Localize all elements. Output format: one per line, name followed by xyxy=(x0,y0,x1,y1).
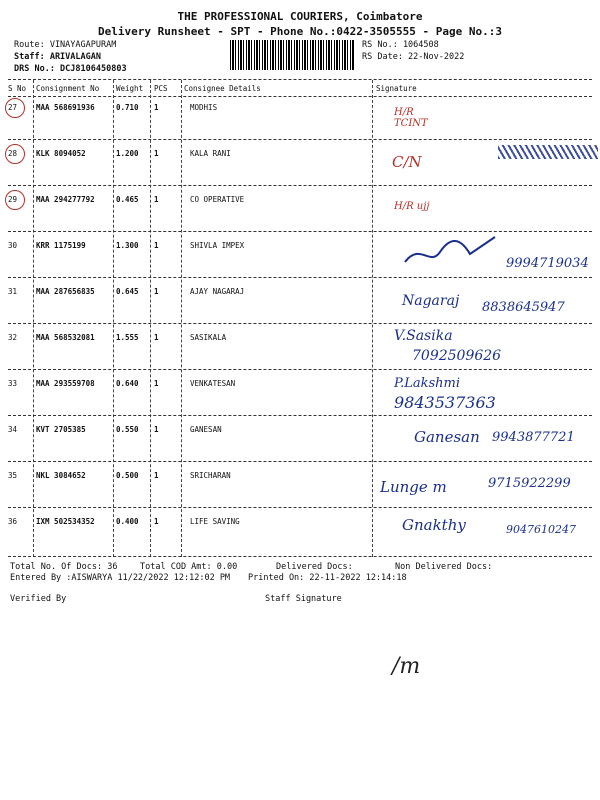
row-consignment: MAA 568691936 xyxy=(36,103,95,112)
col-pcs: PCS xyxy=(154,84,168,93)
table-row xyxy=(0,103,600,123)
row-consignee: MODHIS xyxy=(190,103,218,112)
row-sno: 32 xyxy=(8,333,18,342)
row-sno: 33 xyxy=(8,379,18,388)
row-rule xyxy=(8,461,592,462)
handwritten-phone: 9943877721 xyxy=(492,430,575,445)
row-weight: 0.645 xyxy=(116,287,139,296)
runsheet-subtitle: Delivery Runsheet - SPT - Phone No.:0422-3505555 - Page No.:3 xyxy=(98,25,502,38)
staff-signature-label: Staff Signature xyxy=(265,594,342,604)
row-weight: 1.200 xyxy=(116,149,139,158)
row-pcs: 1 xyxy=(154,333,159,342)
col-consignee: Consignee Details xyxy=(184,84,261,93)
row-rule xyxy=(8,507,592,508)
rs-number: RS No.: 1064508 xyxy=(362,40,439,50)
table-row xyxy=(0,379,600,399)
non-delivered-docs: Non Delivered Docs: xyxy=(395,562,493,572)
row-pcs: 1 xyxy=(154,379,159,388)
row-weight: 0.400 xyxy=(116,517,139,526)
row-weight: 1.555 xyxy=(116,333,139,342)
row-consignee: SHIVLA IMPEX xyxy=(190,241,245,250)
handwritten-name: Ganesan xyxy=(414,428,480,446)
row-pcs: 1 xyxy=(154,287,159,296)
col-weight: Weight xyxy=(116,84,144,93)
row-pcs: 1 xyxy=(154,471,159,480)
row-consignee: KALA RANI xyxy=(190,149,231,158)
row-consignee: CO OPERATIVE xyxy=(190,195,245,204)
handwritten-note: C/N xyxy=(392,153,422,171)
table-row xyxy=(0,195,600,215)
row-consignment: NKL 3084652 xyxy=(36,471,86,480)
table-header xyxy=(0,84,600,104)
row-sno: 35 xyxy=(8,471,18,480)
signature-scrawl xyxy=(400,232,510,272)
handwritten-phone: 9843537363 xyxy=(394,393,496,412)
handwritten-phone: 7092509626 xyxy=(412,348,502,364)
row-consignee: AJAY NAGARAJ xyxy=(190,287,245,296)
row-weight: 0.550 xyxy=(116,425,139,434)
col-consignment: Consignment No xyxy=(36,84,100,93)
row-consignee: GANESAN xyxy=(190,425,222,434)
printed-on: Printed On: 22-11-2022 12:14:18 xyxy=(248,573,407,583)
red-circle-mark xyxy=(5,98,25,118)
row-consignee: LIFE SAVING xyxy=(190,517,240,526)
handwritten-phone: 9715922299 xyxy=(488,476,571,491)
handwritten-phone: 9994719034 xyxy=(506,256,589,271)
entered-by: Entered By :AISWARYA 11/22/2022 12:12:02 PM xyxy=(10,573,231,583)
row-sno: 27 xyxy=(8,103,18,112)
handwritten-name: P.Lakshmi xyxy=(394,376,461,391)
header-bottom-rule xyxy=(8,96,592,97)
handwritten-phone: 8838645947 xyxy=(482,300,565,315)
row-consignment: MAA 287656835 xyxy=(36,287,95,296)
row-rule xyxy=(8,415,592,416)
row-sno: 36 xyxy=(8,517,18,526)
delivered-docs: Delivered Docs: xyxy=(276,562,353,572)
row-pcs: 1 xyxy=(154,425,159,434)
header-top-rule xyxy=(8,79,592,80)
row-consignment: MAA 294277792 xyxy=(36,195,95,204)
row-sno: 28 xyxy=(8,149,18,158)
row-rule xyxy=(8,323,592,324)
verified-by: Verified By xyxy=(10,594,67,604)
barcode xyxy=(230,40,355,70)
row-consignment: KLK 8094052 xyxy=(36,149,86,158)
handwritten-name: Lunge m xyxy=(380,478,447,496)
row-rule xyxy=(8,369,592,370)
row-consignment: MAA 568532081 xyxy=(36,333,95,342)
scribble-mark xyxy=(498,145,598,159)
total-docs: Total No. Of Docs: 36 xyxy=(10,562,118,572)
row-weight: 0.710 xyxy=(116,103,139,112)
total-cod: Total COD Amt: 0.00 xyxy=(140,562,238,572)
col-signature: Signature xyxy=(376,84,417,93)
handwritten-name: Gnakthy xyxy=(402,516,466,534)
row-weight: 0.465 xyxy=(116,195,139,204)
red-circle-mark xyxy=(5,190,25,210)
row-weight: 1.300 xyxy=(116,241,139,250)
row-pcs: 1 xyxy=(154,103,159,112)
row-sno: 34 xyxy=(8,425,18,434)
row-sno: 29 xyxy=(8,195,18,204)
table-bottom-rule xyxy=(8,556,592,557)
row-pcs: 1 xyxy=(154,149,159,158)
row-weight: 0.500 xyxy=(116,471,139,480)
col-sno: S No xyxy=(8,84,27,93)
row-rule xyxy=(8,139,592,140)
row-consignee: SRICHARAN xyxy=(190,471,231,480)
table-row xyxy=(0,333,600,353)
company-title: THE PROFESSIONAL COURIERS, Coimbatore xyxy=(177,10,423,23)
row-sno: 30 xyxy=(8,241,18,250)
handwritten-name: V.Sasika xyxy=(394,328,453,344)
drs-number: DRS No.: DCJ8106450803 xyxy=(14,64,127,74)
route-label: Route: VINAYAGAPURAM xyxy=(14,40,117,50)
row-sno: 31 xyxy=(8,287,18,296)
row-rule xyxy=(8,185,592,186)
handwritten-note: H/R TCINT xyxy=(394,107,428,129)
row-rule xyxy=(8,277,592,278)
red-circle-mark xyxy=(5,144,25,164)
staff-signature-mark: /m xyxy=(392,654,421,679)
row-pcs: 1 xyxy=(154,195,159,204)
handwritten-note: H/R ujj xyxy=(394,201,430,212)
row-weight: 0.640 xyxy=(116,379,139,388)
row-consignment: MAA 293559708 xyxy=(36,379,95,388)
staff-label: Staff: ARIVALAGAN xyxy=(14,52,101,62)
row-pcs: 1 xyxy=(154,517,159,526)
handwritten-name: Nagaraj xyxy=(402,293,460,309)
rs-date: RS Date: 22-Nov-2022 xyxy=(362,52,465,62)
row-consignee: VENKATESAN xyxy=(190,379,236,388)
row-consignment: IXM 502534352 xyxy=(36,517,95,526)
row-consignment: KRR 1175199 xyxy=(36,241,86,250)
handwritten-phone: 9047610247 xyxy=(506,523,576,536)
row-pcs: 1 xyxy=(154,241,159,250)
row-consignee: SASIKALA xyxy=(190,333,227,342)
row-consignment: KVT 2705385 xyxy=(36,425,86,434)
